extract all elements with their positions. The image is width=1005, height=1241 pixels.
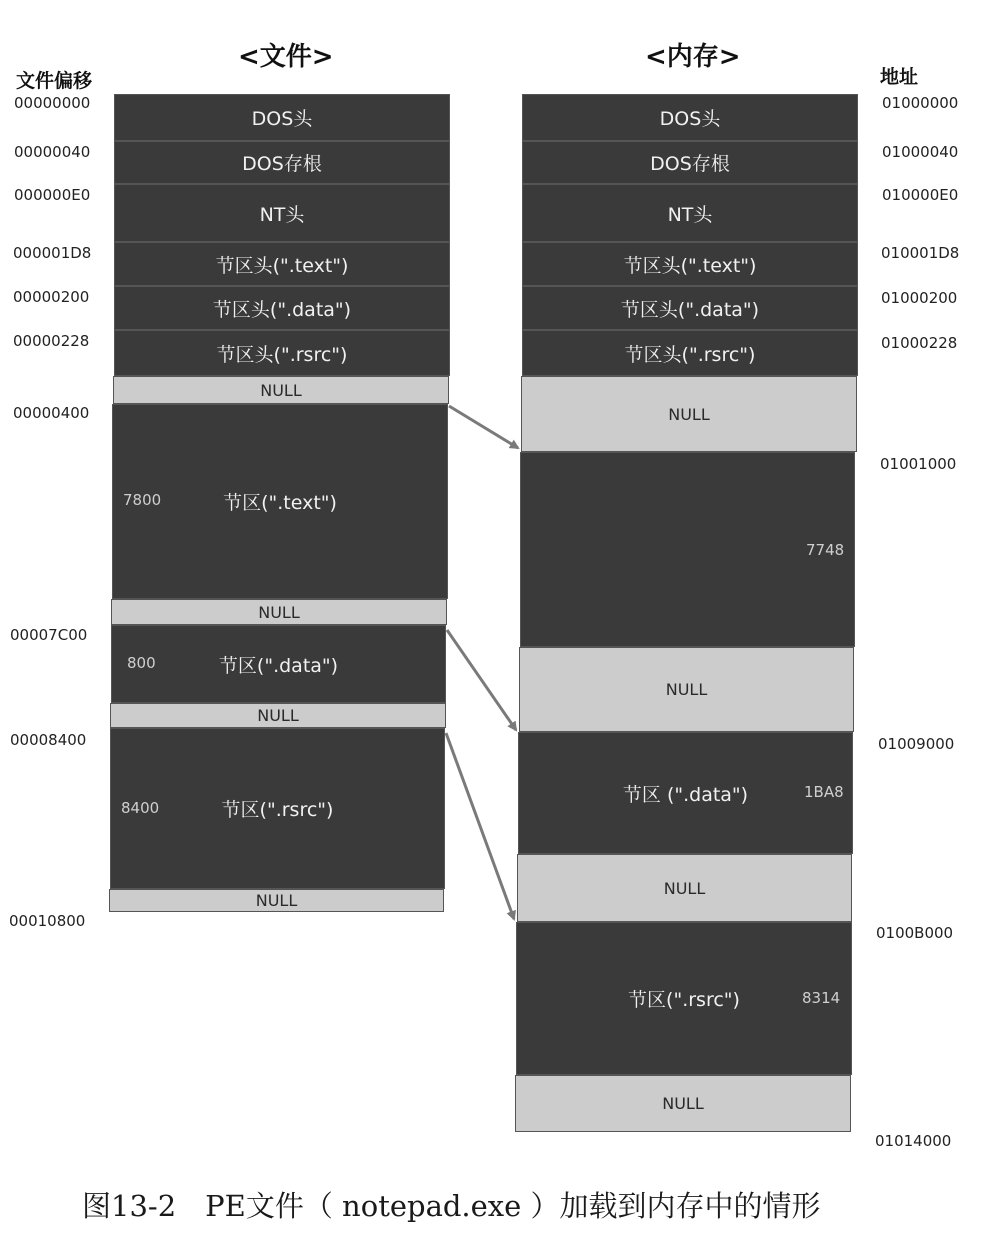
file-offset: 00000000 [14,94,91,112]
file-offset: 00010800 [9,912,86,930]
section-size: 7748 [806,541,845,559]
memory-address: 01000200 [881,289,958,307]
block-label: 节区头(".data") [212,298,352,321]
memory-address: 010001D8 [881,244,960,262]
file-offset: 000000E0 [14,186,91,204]
file-offset: 00007C00 [10,626,88,644]
memory-address: 010000E0 [882,186,959,204]
file-offset-header: 文件偏移 [16,70,93,92]
data-section-mapping-arrow [447,630,516,730]
rsrc-section-mapping-arrow [446,733,514,919]
section-size: 8400 [121,799,160,817]
memory-address: 0100B000 [876,924,954,942]
block-label: 节区(".text") [223,492,337,514]
block-label: NULL [255,891,298,910]
block-label: DOS头 [659,108,721,130]
block-label: NULL [258,602,300,622]
section-size: 1BA8 [804,783,844,801]
file-offset: 00008400 [10,731,87,749]
section-size: 8314 [802,989,841,1007]
memory-address: 01000040 [882,143,959,161]
memory-address: 01000000 [882,94,959,112]
block-label: 节区(".data") [218,654,339,677]
block-label: 节区头(".rsrc") [216,343,348,366]
block-label: NULL [663,878,706,898]
block-label: NULL [257,706,299,725]
file-offset: 00000228 [13,332,90,350]
block-label: DOS存根 [650,153,730,175]
file-offset: 00000040 [14,143,91,161]
memory-address: 01001000 [880,455,957,473]
file-column-title: <文件> [238,42,334,72]
section-size: 7800 [123,491,162,509]
block-label: NULL [662,1094,704,1113]
section-size: 800 [127,654,156,672]
block-label: DOS存根 [242,153,322,175]
memory-address: 01014000 [875,1132,952,1150]
block-label: 节区头(".data") [620,298,760,321]
memory-column-title: <内存> [645,42,741,72]
file-offset: 00000400 [13,404,90,422]
block-label: 节区头(".rsrc") [624,343,756,366]
block-label: NT头 [667,203,713,226]
file-offset: 00000200 [13,288,90,306]
block-label: 节区(".rsrc") [221,799,334,821]
block-label: NULL [668,404,710,424]
block-label: 节区头(".text") [623,254,757,277]
block-label: NT头 [259,203,305,226]
memory-address-header: 地址 [880,66,919,88]
block-label: 节区 (".data") [622,783,749,806]
block-label: 节区头(".text") [215,254,349,277]
figure-caption: 图13-2 PE文件（ notepad.exe ）加载到内存中的情形 [82,1189,821,1223]
memory-address: 01009000 [878,735,955,753]
block-label: NULL [665,680,708,699]
block-label: DOS头 [251,108,313,130]
block-label: 节区(".rsrc") [628,989,740,1011]
file-offset: 000001D8 [13,244,92,262]
memory-address: 01000228 [881,334,958,352]
block-label: NULL [260,380,302,400]
text-section-mapping-arrow [449,406,518,448]
